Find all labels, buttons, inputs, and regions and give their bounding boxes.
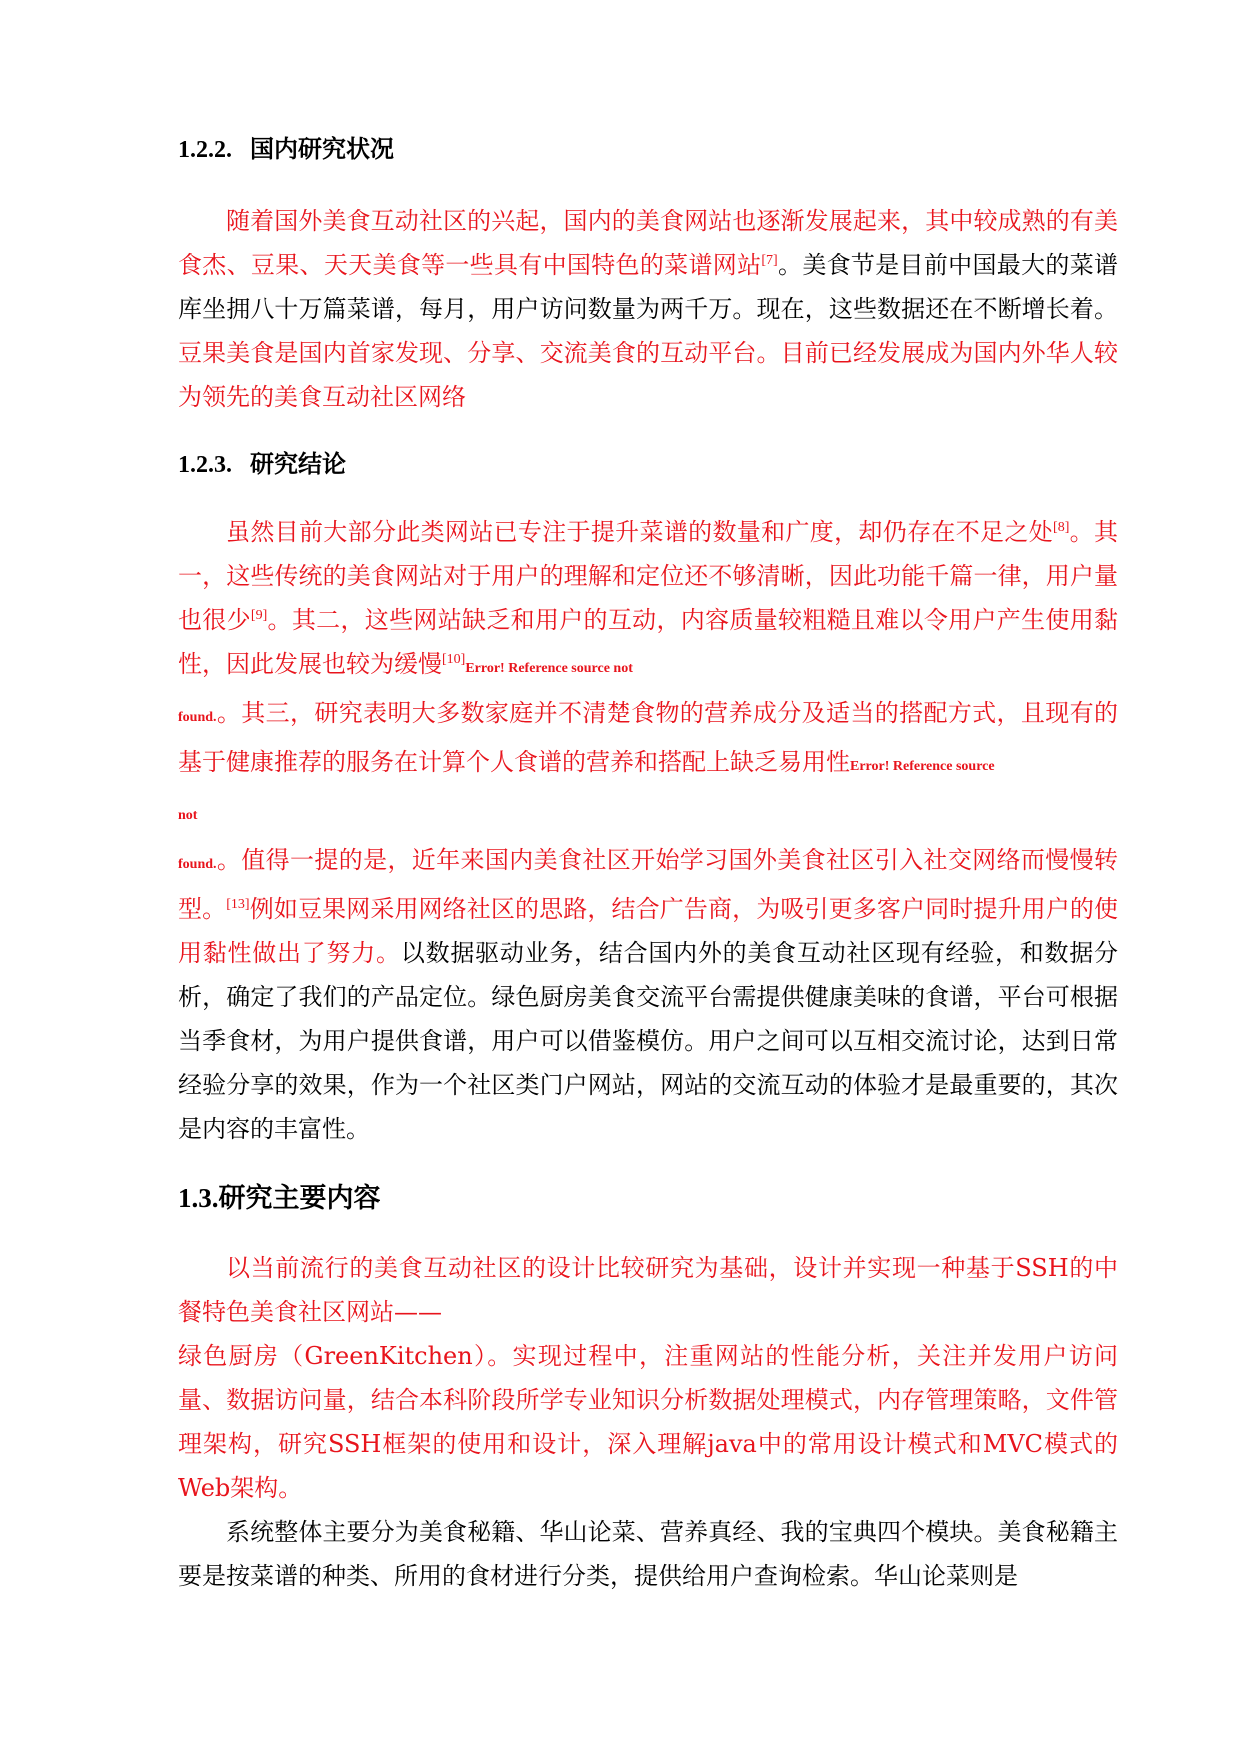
section-heading-1-2-3 [178,449,1118,480]
section-title: 国内研究状况 [250,134,394,163]
citation-8: [8] [1053,520,1070,535]
section-number: 1.3. [178,1183,219,1213]
citation-10: [10] [442,652,466,667]
paragraph-text: 随着国外美食互动社区的兴起，国内的美食网站也逐渐发展起来，其中较成熟的有美食杰、豆果、天天美食等一些具有中国特色的菜谱网站 [178,207,1118,279]
paragraph-text: 。美食节是目前中国最大的菜谱库坐拥八十万篇菜谱，每月，用户访问数量为两千万。现在，这些数据还在不断增长着。 [178,251,1119,323]
section-title: 研究主要内容 [218,1183,381,1214]
section-heading-1-3 [178,1181,1118,1216]
citation-7: [7] [761,253,778,268]
paragraph-conclusion [178,510,1118,1151]
paragraph-modules [178,1510,1118,1598]
reference-error: Error! Reference source [850,759,995,774]
paragraph-text: 以数据驱动业务，结合国内外的美食互动社区现有经验，和数据分析，确定了我们的产品定位。绿色厨房美食交流平台需提供健康美味的食谱，平台可根据当季食材，为用户提供食谱，用户可以借鉴模仿。用户之间可以互相交流讨论，达到日常经验分享的效果，作为一个社区类门户网站，网站的交流互动的体验才是最重要的，其次是内容的丰富性。 [178,939,1118,1143]
paragraph-main-content [178,1246,1118,1510]
paragraph-text: 。其一，这些传统的美食网站对于用户的理解和定位还不够清晰，因此功能千篇一律，用户量也很少 [178,518,1119,634]
section-title: 研究结论 [250,449,346,478]
reference-error: found. [178,857,217,872]
paragraph-text: 。其二，这些网站缺乏和用户的互动，内容质量较粗糙且难以令用户产生使用黏性，因此发展也较为缓慢 [178,606,1118,678]
reference-error: Error! Reference source not [465,661,633,676]
document-page [178,130,1118,1598]
paragraph-text: 虽然目前大部分此类网站已专注于提升菜谱的数量和广度，却仍存在不足之处 [226,518,1054,546]
citation-9: [9] [250,608,268,623]
section-heading-1-2-2 [178,134,1118,165]
citation-13: [13] [226,897,250,912]
section-number: 1.2.2. [178,137,232,163]
section-number: 1.2.3. [178,452,232,478]
paragraph-text: 。值得一提的是，近年来国内美食社区开始学习国外美食社区引入社交网络而慢慢转型。 [178,846,1118,923]
paragraph-text: 系统整体主要分为美食秘籍、华山论菜、营养真经、我的宝典四个模块。美食秘籍主要是按菜谱的种类、所用的食材进行分类，提供给用户查询检索。华山论菜则是 [178,1518,1118,1590]
reference-error: found. [178,710,217,725]
reference-error: not [178,808,198,823]
paragraph-text: 。其三，研究表明大多数家庭并不清楚食物的营养成分及适当的搭配方式，且现有的基于健康推荐的服务在计算个人食谱的营养和搭配上缺乏易用性 [178,699,1118,776]
paragraph-text: 豆果美食是国内首家发现、分享、交流美食的互动平台。目前已经发展成为国内外华人较为领先的美食互动社区网络 [178,339,1118,411]
paragraph-domestic-status [178,199,1118,419]
paragraph-text: 以当前流行的美食互动社区的设计比较研究为基础，设计并实现一种基于SSH的中餐特色美食社区网站—— [178,1254,1118,1326]
paragraph-text: 绿色厨房（GreenKitchen）。实现过程中，注重网站的性能分析，关注并发用户访问量、数据访问量，结合本科阶段所学专业知识分析数据处理模式，内存管理策略，文件管理架构，研究SSH框架的使用和设计，深入理解java中的常用设计模式和MVC模式的Web架构。 [178,1342,1118,1502]
paragraph-text: 例如豆果网采用网络社区的思路，结合广告商，为吸引更多客户同时提升用户的使用黏性做出了努力。 [178,895,1119,967]
